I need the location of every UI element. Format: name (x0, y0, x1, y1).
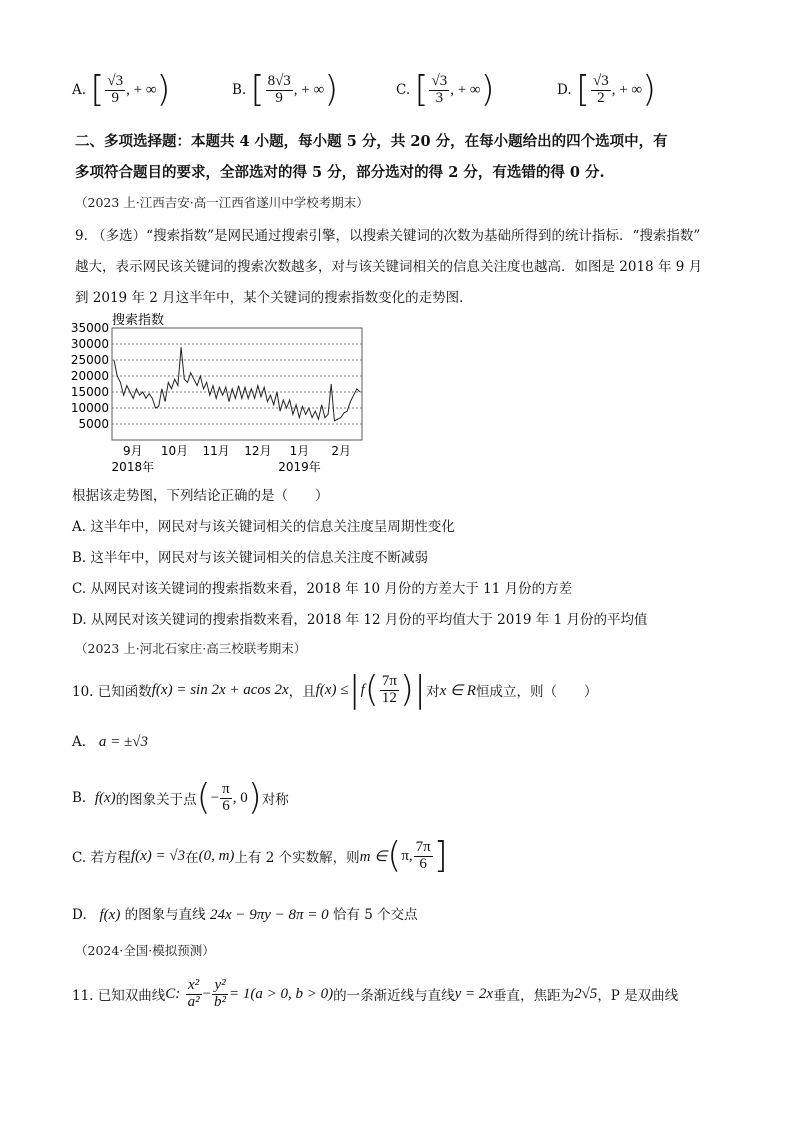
option-letter: D. (557, 82, 572, 98)
chart-grid (112, 328, 362, 440)
paren-left: ( (387, 835, 402, 876)
option-letter: A. (72, 734, 87, 750)
q9-option-a: A. 这半年中，网民对与该关键词相关的信息关注度呈周期性变化 (72, 519, 455, 535)
option-text: 的图象关于点 (115, 792, 197, 808)
bracket-left: [ (250, 69, 265, 110)
q9-source: （2023 上·江西吉安·高一江西省遂川中学校考期末） (75, 195, 369, 210)
q11-stem (72, 978, 678, 1011)
stem-text: 垂直，焦距为 (493, 988, 575, 1005)
option-text: 在 (185, 850, 199, 866)
interval-tail: , + ∞ (126, 81, 157, 98)
abs-bar-right: | (413, 669, 427, 710)
plot-frame (112, 328, 362, 440)
function-symbol: f(x) (99, 907, 121, 923)
x-year-label: 2018年 (111, 460, 155, 474)
option-text: 恰有 5 个交点 (332, 907, 418, 923)
fraction: $\frac{√3}{3}$ (431, 72, 448, 106)
set-membership: m ∈ (359, 848, 388, 865)
stem-text: 10. 已知函数 (72, 684, 152, 700)
q10-stem (72, 669, 598, 710)
q10-option-a (72, 734, 148, 751)
line-equation: 24x − 9πy − 8π = 0 (209, 907, 329, 923)
paren-right: ) (642, 69, 657, 110)
point-coordinate: , 0 (232, 789, 248, 806)
y-tick-label: 30000 (70, 337, 109, 351)
x-axis-ticks (112, 444, 351, 474)
q8-option-c (396, 69, 495, 110)
function-symbol: f(x) (94, 789, 116, 806)
fraction: $\frac{\pi}{6}$ (222, 780, 230, 814)
q8-option-a (72, 69, 171, 110)
minus-sign: − (202, 985, 212, 1002)
option-text: 上有 2 个实数解，则 (234, 850, 360, 866)
stem-text: 的一条渐近线与直线 (333, 988, 455, 1005)
q9-question: 根据该走势图，下列结论正确的是（ ） (72, 488, 329, 504)
q10-option-c (72, 835, 448, 876)
equation: f(x) = √3 (130, 847, 186, 864)
option-letter: B. (72, 790, 87, 806)
q9-option-d: D. 从网民对该关键词的搜索指数来看，2018 年 12 月份的平均值大于 2019 年 1 月份的平均值 (72, 612, 648, 628)
x-tick-label: 10月 (160, 444, 189, 458)
series-line (114, 347, 360, 421)
x-tick-label: 1月 (289, 444, 310, 458)
fraction: $\frac{√3}{2}$ (592, 72, 609, 106)
interval-tail: , + ∞ (611, 81, 643, 98)
paren-right: ) (324, 69, 339, 110)
search-index-chart (70, 308, 380, 480)
y-tick-label: 20000 (70, 369, 109, 383)
fraction: $\frac{7\pi}{6}$ (415, 838, 431, 872)
q9-option-b: B. 这半年中，网民对与该关键词相关的信息关注度不断减弱 (72, 550, 429, 566)
paren-right: ) (480, 69, 495, 110)
curve-name: C: (165, 985, 181, 1002)
option-text: 对称 (261, 792, 289, 808)
equation-tail: = 1(a > 0, b > 0) (229, 985, 334, 1002)
domain: x ∈ R (439, 682, 476, 699)
stem-text: 对 (426, 684, 440, 700)
stem-text: ，P 是双曲线 (597, 988, 679, 1005)
y-tick-label: 15000 (70, 385, 109, 399)
fraction: $\frac{7\pi}{12}$ (381, 672, 397, 706)
q10-source: （2023 上·河北石家庄·高三校联考期末） (75, 641, 307, 656)
y-tick-label: 10000 (70, 401, 109, 415)
option-letter: C. (396, 82, 411, 98)
q9-stem-line1: 9. （多选）“搜索指数”是网民通过搜索引擎，以搜索关键词的次数为基础所得到的统计指标．“搜索指数” (75, 228, 701, 244)
option-text: 的图象与直线 (124, 907, 206, 923)
y-tick-label: 5000 (78, 417, 109, 431)
bracket-left: [ (414, 69, 429, 110)
chart-title: 搜索指数 (112, 313, 165, 328)
q8-option-d (557, 69, 657, 110)
stem-text: ，且 (288, 684, 316, 700)
option-letter: D. (72, 907, 87, 923)
option-math: a = ±√3 (98, 734, 149, 750)
option-letter: B. (232, 82, 247, 98)
option-text: C. 若方程 (72, 850, 131, 866)
x-tick-label: 2月 (331, 444, 351, 458)
paren-left: ( (364, 669, 379, 710)
chart-series (114, 347, 360, 421)
minus-sign: − (210, 789, 220, 806)
fraction: $\frac{8√3}{9}$ (267, 72, 291, 106)
q10-option-d (72, 903, 418, 924)
q10-option-b (72, 777, 289, 818)
x-tick-label: 11月 (202, 444, 230, 458)
paren-right: ) (247, 777, 262, 818)
pi-symbol: π, (401, 847, 413, 864)
interval: (0, m) (198, 847, 235, 864)
fraction: $\frac{\text{x²}}{\text{a²}}$ (187, 977, 200, 1010)
section-heading-line2: 多项符合题目的要求，全部选对的得 5 分，部分选对的得 2 分，有选错的得 0 分. (75, 164, 605, 181)
line-equation: y = 2x (454, 985, 494, 1002)
x-tick-label: 12月 (244, 444, 272, 458)
section-heading-line1: 二、多项选择题：本题共 4 小题，每小题 5 分，共 20 分，在每小题给出的四个选项中，有 (75, 133, 668, 150)
q8-option-b (232, 69, 339, 110)
bracket-right: ] (433, 835, 448, 876)
q9-option-c: C. 从网民对该关键词的搜索指数来看，2018 年 10 月份的方差大于 11 月份的方差 (72, 581, 573, 597)
y-tick-label: 35000 (70, 321, 109, 335)
x-tick-label: 9月 (123, 444, 143, 458)
bracket-left: [ (575, 69, 590, 110)
y-tick-label: 25000 (70, 353, 109, 367)
q9-stem-line2: 越大，表示网民该关键词的搜索次数越多，对与该关键词相关的信息关注度也越高．如图是 2018 年 9 月 (75, 259, 703, 275)
paren-left: ( (196, 777, 211, 818)
fraction: $\frac{\text{y²}}{\text{b²}}$ (214, 977, 227, 1010)
x-year-label: 2019年 (278, 460, 321, 474)
q9-stem-line3: 到 2019 年 2 月这半年中，某个关键词的搜索指数变化的走势图． (75, 290, 473, 306)
stem-text: 11. 已知双曲线 (72, 988, 166, 1005)
inequality: f(x) ≤ (315, 681, 349, 698)
paren-right: ) (156, 69, 171, 110)
y-axis-ticks (71, 321, 109, 431)
focal-distance: 2√5 (574, 985, 598, 1002)
interval-tail: , + ∞ (293, 81, 325, 98)
function-definition: f(x) = sin 2x + acos 2x (151, 681, 289, 698)
stem-text: 恒成立，则（ ） (475, 684, 598, 700)
q11-source: （2024·全国·模拟预测） (75, 943, 215, 958)
function-symbol: f (360, 681, 365, 698)
fraction: $\frac{√3}{9}$ (107, 72, 124, 106)
abs-bar-left: | (348, 669, 361, 710)
interval-tail: , + ∞ (450, 81, 481, 98)
paren-right: ) (399, 669, 414, 710)
bracket-left: [ (90, 69, 105, 110)
option-letter: A. (72, 82, 87, 98)
